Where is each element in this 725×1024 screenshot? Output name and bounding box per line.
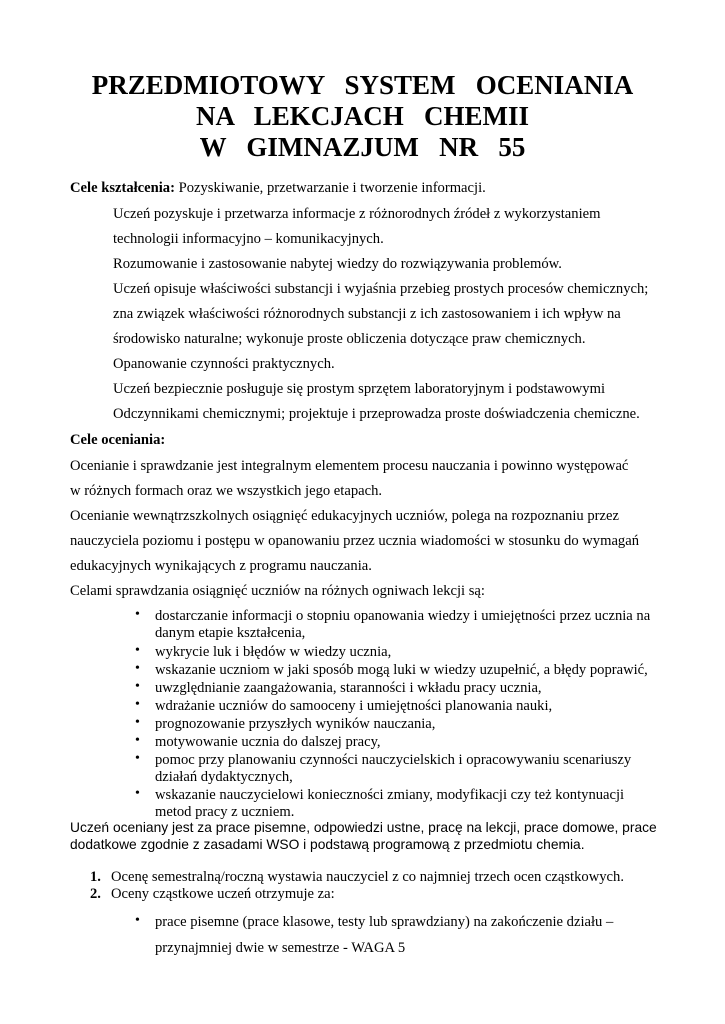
paragraph-line: edukacyjnych wynikających z programu nauczania.	[70, 558, 372, 574]
numbered-item-number: 1.	[90, 869, 101, 885]
bullet-icon: •	[135, 913, 140, 928]
bullet-icon: •	[135, 715, 140, 730]
bullet-icon: •	[135, 786, 140, 801]
paragraph-line: środowisko naturalne; wykonuje proste obliczenia dotyczące praw chemicznych.	[113, 331, 586, 347]
list-item: wskazanie uczniom w jaki sposób mogą luki w wiedzy uzupełnić, a błędy poprawić,	[155, 662, 648, 678]
bullet-icon: •	[135, 679, 140, 694]
bullet-icon: •	[135, 751, 140, 766]
paragraph-line: dodatkowe zgodnie z zasadami WSO i podstawą programową z przedmiotu chemia.	[70, 837, 585, 852]
list-item-continuation: działań dydaktycznych,	[155, 769, 293, 785]
list-item: motywowanie ucznia do dalszej pracy,	[155, 734, 381, 750]
bullet-icon: •	[135, 643, 140, 658]
cele-oceniania-heading: Cele oceniania:	[70, 432, 166, 448]
paragraph-line: technologii informacyjno – komunikacyjnych.	[113, 231, 384, 247]
list-item: prognozowanie przyszłych wyników nauczania,	[155, 716, 436, 732]
paragraph-line: Opanowanie czynności praktycznych.	[113, 356, 335, 372]
paragraph-line: Uczeń oceniany jest za prace pisemne, odpowiedzi ustne, pracę na lekcji, prace domowe, prace	[70, 820, 657, 835]
paragraph-line: Uczeń pozyskuje i przetwarza informacje z różnorodnych źródeł z wykorzystaniem	[113, 206, 601, 222]
list-item: uwzględnianie zaangażowania, staranności i wkładu pracy ucznia,	[155, 680, 542, 696]
numbered-item-text: Ocenę semestralną/roczną wystawia nauczyciel z co najmniej trzech ocen cząstkowych.	[111, 869, 624, 885]
paragraph-line: Odczynnikami chemicznymi; projektuje i przeprowadza proste doświadczenia chemiczne.	[113, 406, 640, 422]
list-item: wykrycie luk i błędów w wiedzy ucznia,	[155, 644, 392, 660]
paragraph-line: Uczeń opisuje właściwości substancji i wyjaśnia przebieg prostych procesów chemicznych;	[113, 281, 649, 297]
list-item-continuation: metod pracy z uczniem.	[155, 804, 295, 820]
cele-ksztalcenia-heading	[70, 180, 486, 196]
numbered-item-number: 2.	[90, 886, 101, 902]
cele-ksztalcenia-label: Cele kształcenia:	[70, 180, 175, 196]
numbered-item-text: Oceny cząstkowe uczeń otrzymuje za:	[111, 886, 335, 902]
title-line-3: W GIMNAZJUM NR 55	[199, 132, 526, 162]
paragraph-line: Rozumowanie i zastosowanie nabytej wiedzy do rozwiązywania problemów.	[113, 256, 562, 272]
list-item: prace pisemne (prace klasowe, testy lub sprawdziany) na zakończenie działu –	[155, 914, 614, 930]
bullet-icon: •	[135, 661, 140, 676]
paragraph-line: nauczyciela poziomu i postępu w opanowaniu przez ucznia wiadomości w stosunku do wymagań	[70, 533, 639, 549]
paragraph-line: zna związek właściwości różnorodnych substancji z ich zastosowaniem i ich wpływ na	[113, 306, 621, 322]
paragraph-line: w różnych formach oraz we wszystkich jego etapach.	[70, 483, 383, 499]
title-line-2: NA LEKCJACH CHEMII	[195, 101, 530, 131]
paragraph-line: Ocenianie wewnątrzszkolnych osiągnięć edukacyjnych uczniów, polega na rozpoznaniu przez	[70, 508, 619, 524]
cele-ksztalcenia-text: Pozyskiwanie, przetwarzanie i tworzenie informacji.	[174, 180, 486, 196]
title-line-1: PRZEDMIOTOWY SYSTEM OCENIANIA	[91, 70, 634, 100]
list-item: wskazanie nauczycielowi konieczności zmiany, modyfikacji czy też kontynuacji	[155, 787, 625, 803]
bullet-icon: •	[135, 733, 140, 748]
list-item-continuation: danym etapie kształcenia,	[155, 625, 306, 641]
list-item: dostarczanie informacji o stopniu opanowania wiedzy i umiejętności przez ucznia na	[155, 608, 651, 624]
paragraph-line: Uczeń bezpiecznie posługuje się prostym sprzętem laboratoryjnym i podstawowymi	[113, 381, 605, 397]
list-item-continuation: przynajmniej dwie w semestrze - WAGA 5	[155, 940, 406, 956]
bullet-icon: •	[135, 697, 140, 712]
list-item: wdrażanie uczniów do samooceny i umiejętności planowania nauki,	[155, 698, 553, 714]
list-item: pomoc przy planowaniu czynności nauczycielskich i opracowywaniu scenariuszy	[155, 752, 632, 768]
paragraph-line: Celami sprawdzania osiągnięć uczniów na różnych ogniwach lekcji są:	[70, 583, 485, 599]
bullet-icon: •	[135, 607, 140, 622]
paragraph-line: Ocenianie i sprawdzanie jest integralnym elementem procesu nauczania i powinno występować	[70, 458, 629, 474]
